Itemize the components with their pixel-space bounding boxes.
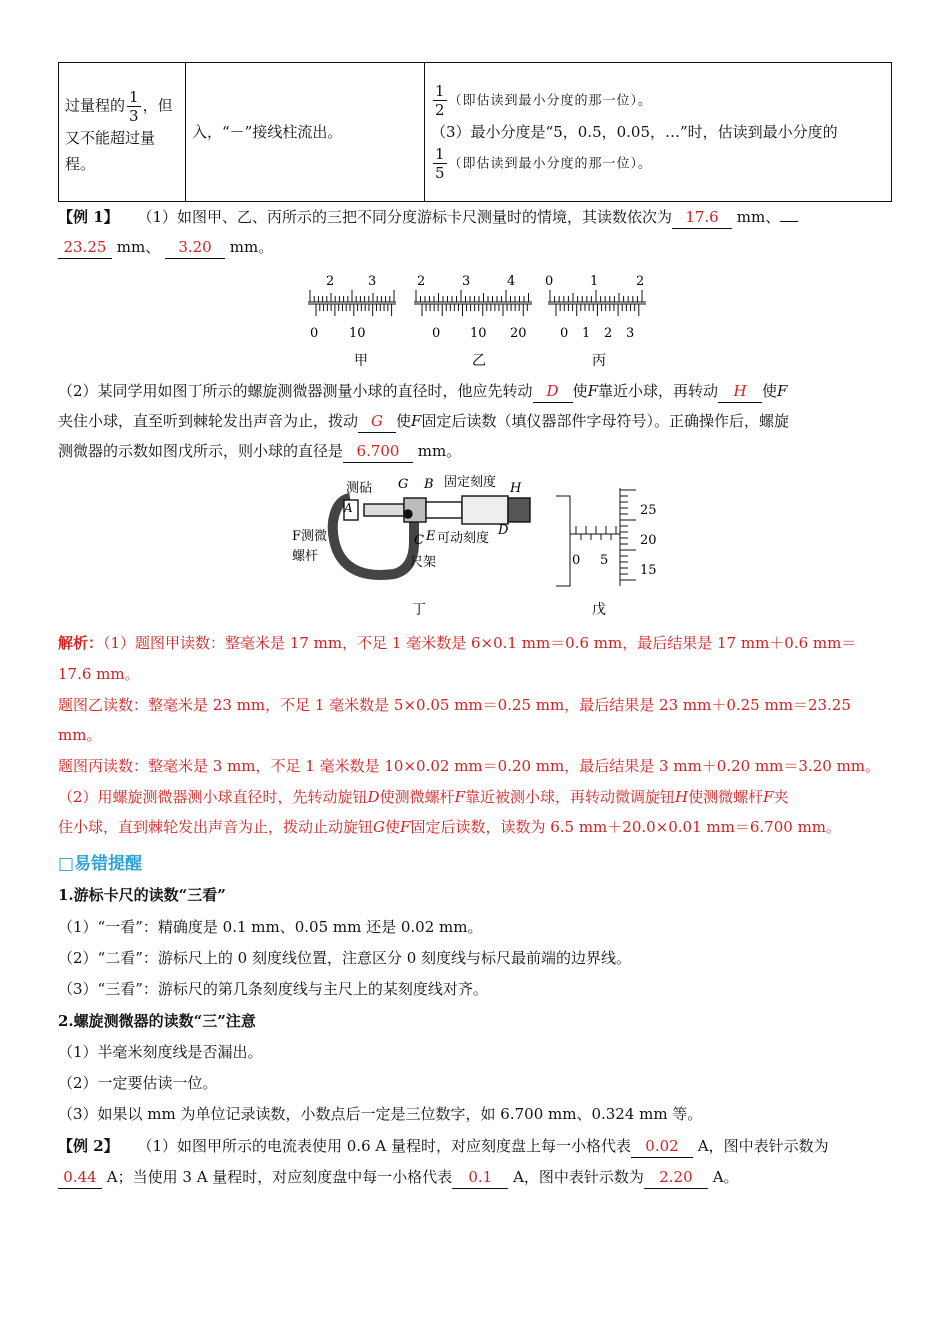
question-text: 夹住小球，直至听到棘轮发出声音为止，拨动 [58,412,359,430]
unit-text: mm。 [229,238,274,256]
answer-blank-2: 23.25 [58,236,112,259]
analysis-text: mm。 [58,726,102,744]
figure-label-ding: 丁 [412,602,426,618]
tip-item: （1）半毫米刻度线是否漏出。 [58,1043,263,1061]
tick-label: 20 [640,533,657,548]
question-text: 靠近小球，再转动 [597,382,718,400]
tick-label: 3 [368,274,377,289]
example1-question: （1）如图甲、乙、丙所示的三把不同分度游标卡尺测量时的情境，其读数依次为 [137,208,673,226]
question-text: （2）某同学用如图丁所示的螺旋测微器测量小球的直径时，他应先转动 [58,382,533,400]
question-text: 使 [572,382,588,400]
answer-blank-ex2-3: 0.1 [452,1166,508,1189]
micrometer-figures [284,470,674,622]
tick-label: 2 [604,326,613,341]
tick-label: 4 [507,274,516,289]
analysis-line1 [58,632,892,654]
question-text: A，图中表针示数为 [697,1137,829,1155]
tick-label: 20 [510,326,527,341]
answer-blank-D: D [533,380,573,403]
table-text: 又不能超过量 [65,128,156,147]
analysis-label: 解析： [58,634,104,652]
tips-heading-1: 1.游标卡尺的读数“三看” [58,886,226,904]
fraction-numerator: 1 [129,87,139,106]
example1-line3 [58,380,892,403]
question-text: 使 [762,382,778,400]
figure-label-bing: 丙 [592,353,606,369]
example1-line5 [58,440,892,463]
answer-blank-lead [780,221,798,222]
analysis-text: 题图乙读数：整毫米是 23 mm，不足 1 毫米数是 5×0.05 mm＝0.25 mm，最后结果是 23 mm＋0.25 mm＝23.25 [58,696,851,714]
unit-text: mm。 [417,442,462,460]
table-note: （即估读到最小分度的那一位）。 [448,156,653,172]
analysis-text: 使测微螺杆 [688,788,764,806]
tip-item: （2）一定要估读一位。 [58,1074,218,1092]
answer-blank-ex2-1: 0.02 [631,1135,693,1158]
unit-text: mm、 [116,238,161,256]
label-B: B [424,477,434,492]
label-frame: 尺架 [410,555,437,570]
tick-label: 2 [636,274,645,289]
analysis-line3 [58,694,892,716]
analysis-line4 [58,724,892,746]
tick-label: 1 [582,326,591,341]
tick-label: 0 [560,326,569,341]
caliper-bing [548,302,646,304]
analysis-text: （2）用螺旋测微器测小球直径时，先转动旋钮 [58,788,368,806]
question-text: 使 [396,412,412,430]
example1-line1 [58,206,892,229]
table-note: （即估读到最小分度的那一位）。 [448,93,653,109]
table-cell-estimate [425,63,892,202]
table-text: 过量程的 [65,96,126,114]
tick-label: 0 [545,274,554,289]
answer-blank-G: G [358,410,396,433]
symbol-F: F [400,818,411,836]
symbol-F: F [777,382,788,400]
analysis-line2 [58,663,892,685]
label-H: H [510,481,522,496]
fraction-numerator: 1 [435,82,445,100]
answer-blank-diameter: 6.700 [343,440,413,463]
tick-label: 0 [572,553,581,568]
label-D: D [498,523,509,538]
label-spindle: F测微 [292,529,328,544]
fraction-denominator: 5 [435,164,445,182]
label-E: E [426,529,436,544]
answer-blank-H: H [718,380,762,403]
example1-line4 [58,410,892,433]
tick-label: 0 [310,326,319,341]
answer-blank-ex2-4: 2.20 [644,1166,708,1189]
micrometer-wu [556,488,636,586]
tip-item: （2）“二看”：游标尺上的 0 刻度线位置，注意区分 0 刻度线与标尺最前端的边界线。 [58,949,632,967]
tips-heading-2: 2.螺旋测微器的读数“三”注意 [58,1012,256,1030]
label-spindle-2: 螺杆 [292,549,319,564]
example2-line2 [58,1166,892,1189]
question-text: （1）如图甲所示的电流表使用 0.6 A 量程时，对应刻度盘上每一小格代表 [137,1137,631,1155]
label-movable-scale: 可动刻度 [437,531,490,546]
tip-item: （3）“三看”：游标尺的第几条刻度线与主尺上的某刻度线对齐。 [58,980,488,998]
table-text: ，但 [142,96,173,114]
fraction-denominator: 3 [129,106,139,125]
vernier-caliper-figures [300,266,660,374]
figure-label-yi: 乙 [472,353,486,369]
tick-label: 10 [470,326,487,341]
analysis-text: 17.6 mm。 [58,665,140,683]
symbol-F: F [587,382,598,400]
analysis-text: （1）题图甲读数：整毫米是 17 mm，不足 1 毫米数是 6×0.1 mm＝0.6 mm，最后结果是 17 mm＋0.6 mm＝ [103,634,857,652]
unit-text: mm、 [736,208,781,226]
answer-blank-ex2-2: 0.44 [58,1166,102,1189]
label-A: A [344,501,353,515]
fraction-one-half [433,82,447,119]
question-text: 固定后读数（填仪器部件字母符号）。正确操作后，螺旋 [421,412,789,430]
analysis-line6 [58,786,892,808]
fraction-one-third [127,88,141,125]
label-anvil: 测砧 [346,481,373,496]
analysis-line5 [58,755,892,777]
figure-label-wu: 戊 [592,602,606,618]
example2-line1 [58,1135,892,1158]
tick-label: 2 [326,274,335,289]
table-text: 程。 [65,154,96,173]
example2-tag: 【例 2】 [58,1137,119,1155]
question-text: A。 [712,1168,739,1186]
analysis-text: 靠近被测小球，再转动微调旋钮 [465,788,676,806]
reading-rules-table [58,62,892,202]
analysis-text: 夹 [773,788,789,806]
tick-label: 15 [640,563,657,578]
tick-label: 1 [590,274,599,289]
tick-label: 10 [349,326,366,341]
label-C: C [414,533,424,548]
tips-header: □易错提醒 [58,854,143,874]
tip-item: （1）“一看”：精确度是 0.1 mm、0.05 mm 还是 0.02 mm。 [58,918,483,936]
analysis-line7 [58,816,892,838]
tick-label: 3 [626,326,635,341]
fraction-one-fifth [433,145,447,182]
analysis-text: 使 [385,818,401,836]
question-text: A，图中表针示数为 [513,1168,644,1186]
tick-label: 5 [600,553,609,568]
tick-label: 3 [462,274,471,289]
tick-label: 2 [417,274,426,289]
analysis-text: 固定后读数，读数为 6.5 mm＋20.0×0.01 mm＝6.700 mm。 [410,818,842,836]
table-cell-terminal [186,63,425,202]
caliper-jia [308,302,396,304]
answer-blank-1: 17.6 [672,206,732,229]
symbol-H: H [675,788,689,806]
fraction-numerator: 1 [435,145,445,163]
symbol-F: F [763,788,774,806]
label-G: G [398,477,409,492]
fraction-denominator: 2 [435,101,445,119]
analysis-text: 使测微螺杆 [379,788,455,806]
answer-blank-3: 3.20 [165,236,225,259]
figure-label-jia: 甲 [354,353,368,369]
symbol-G: G [373,818,385,836]
table-text: 入，“－”接线柱流出。 [192,123,343,141]
question-text: 测微器的示数如图戊所示，则小球的直径是 [58,442,344,460]
example1-line2 [58,236,892,259]
analysis-text: 住小球，直到棘轮发出声音为止，拨动止动旋钮 [58,818,374,836]
symbol-F: F [454,788,466,806]
tick-label: 0 [432,326,441,341]
tip-item: （3）如果以 mm 为单位记录读数，小数点后一定是三位数字，如 6.700 mm、0.324 mm 等。 [58,1105,703,1123]
symbol-F: F [411,412,422,430]
symbol-D: D [367,788,380,806]
table-cell-range [59,63,186,202]
tick-label: 25 [640,503,657,518]
label-fixed-scale: 固定刻度 [444,475,497,490]
question-text: A；当使用 3 A 量程时，对应刻度盘中每一小格代表 [106,1168,453,1186]
analysis-text: 题图丙读数：整毫米是 3 mm，不足 1 毫米数是 10×0.02 mm＝0.20 mm，最后结果是 3 mm＋0.20 mm＝3.20 mm。 [58,757,881,775]
caliper-yi [414,302,532,304]
example1-tag: 【例 1】 [58,208,119,226]
table-text: （3）最小分度是“5，0.5，0.05，…”时，估读到最小分度的 [431,123,838,141]
